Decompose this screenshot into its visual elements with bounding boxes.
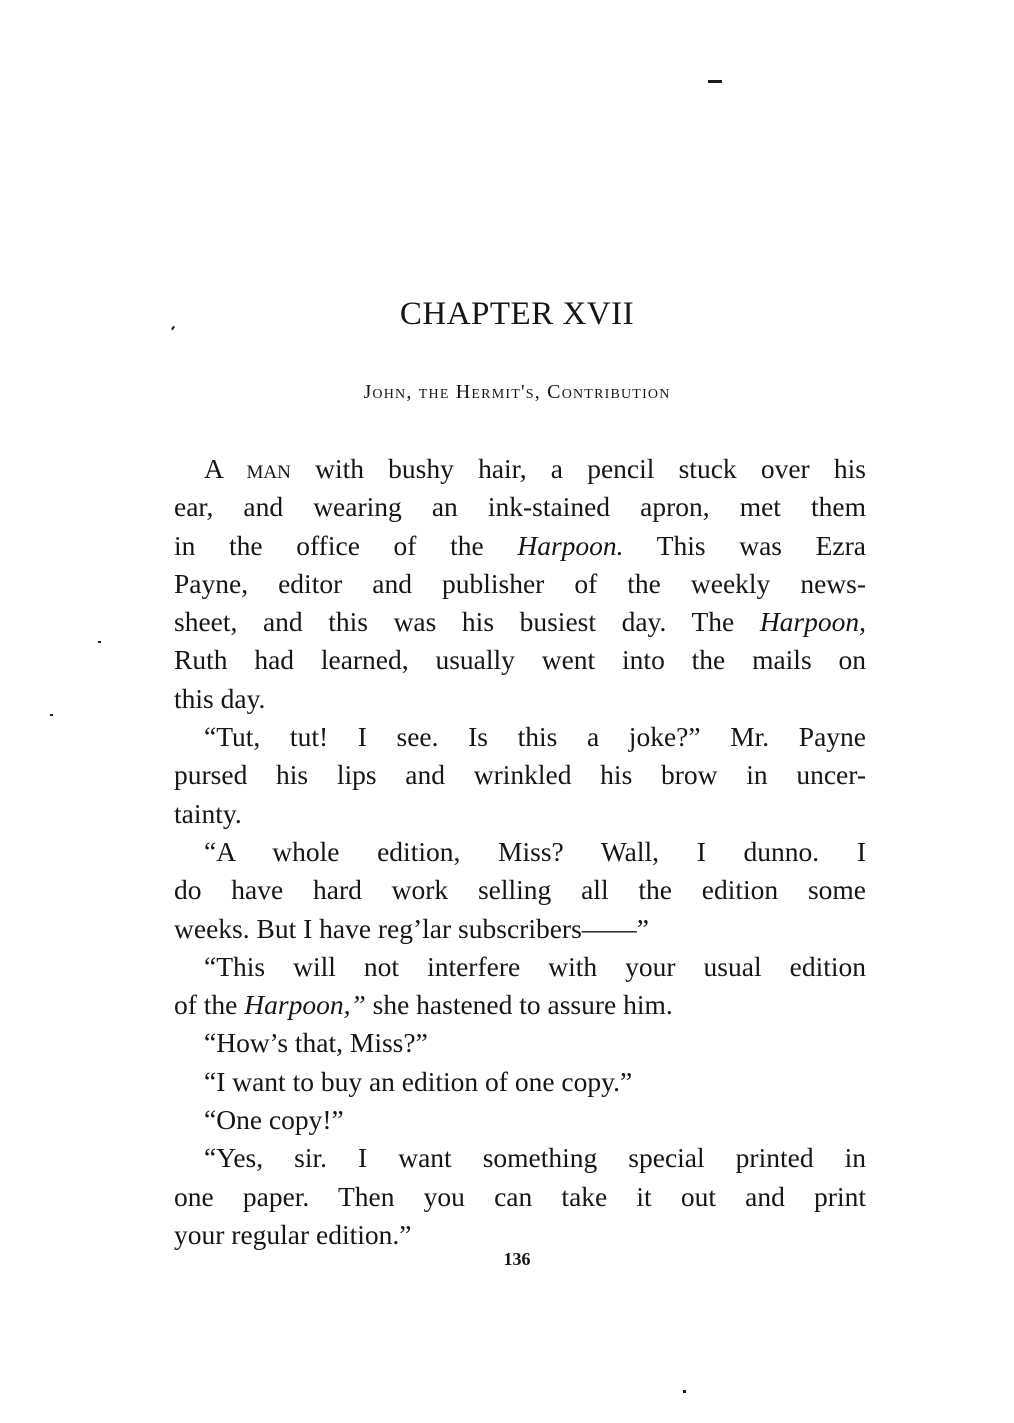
paragraph-line: pursed his lips and wrinkled his brow in uncer- [174, 759, 866, 791]
paragraph-line: ear, and wearing an ink-stained apron, met them [174, 491, 866, 523]
paragraph-line: tainty. [174, 797, 242, 829]
paragraph-line: “How’s that, Miss?” [204, 1027, 428, 1059]
paragraph-line: “Tut, tut! I see. Is this a joke?” Mr. Payne [204, 721, 866, 753]
paragraph-line: this day. [174, 682, 266, 714]
paragraph-line: Payne, editor and publisher of the weekly news- [174, 567, 866, 599]
paragraph-line: “Yes, sir. I want something special printed in [204, 1142, 866, 1174]
page-number: 136 [503, 1249, 531, 1269]
paragraph-line: “I want to buy an edition of one copy.” [204, 1065, 633, 1097]
newspaper-title: Harpoon,” [244, 989, 366, 1021]
scan-speck [50, 714, 53, 716]
paragraph-line: “A whole edition, Miss? Wall, I dunno. I [204, 835, 866, 867]
paragraph-line: “This will not interfere with your usual edition [204, 950, 866, 982]
newspaper-title: Harpoon. [517, 529, 624, 561]
paragraph-line: sheet, and this was his busiest day. The Harpoon, [174, 606, 866, 638]
scan-speck [683, 1390, 686, 1393]
chapter-subtitle: John, the Hermit's, Contribution [363, 381, 671, 403]
paragraph-line: do have hard work selling all the edition some [174, 874, 866, 906]
newspaper-title: Harpoon, [759, 606, 866, 638]
scan-mark-top-right [708, 80, 722, 83]
paragraph-line: A man with bushy hair, a pencil stuck over his [204, 453, 866, 484]
paragraph-line: weeks. But I have reg’lar subscribers——” [174, 912, 649, 944]
opening-small-caps: A man [204, 453, 291, 484]
paragraph-line: “One copy!” [204, 1104, 344, 1136]
paragraph-line: of the Harpoon,” she hastened to assure him. [174, 989, 673, 1021]
scan-speck [98, 641, 101, 643]
paragraph-line: Ruth had learned, usually went into the mails on [174, 644, 866, 676]
chapter-title: CHAPTER XVII [399, 296, 635, 332]
body-text [174, 450, 866, 1254]
paragraph-line: in the office of the Harpoon. This was Ezra [174, 529, 866, 561]
paragraph-line: your regular edition.” [174, 1218, 412, 1250]
paragraph-line: one paper. Then you can take it out and print [174, 1180, 866, 1212]
